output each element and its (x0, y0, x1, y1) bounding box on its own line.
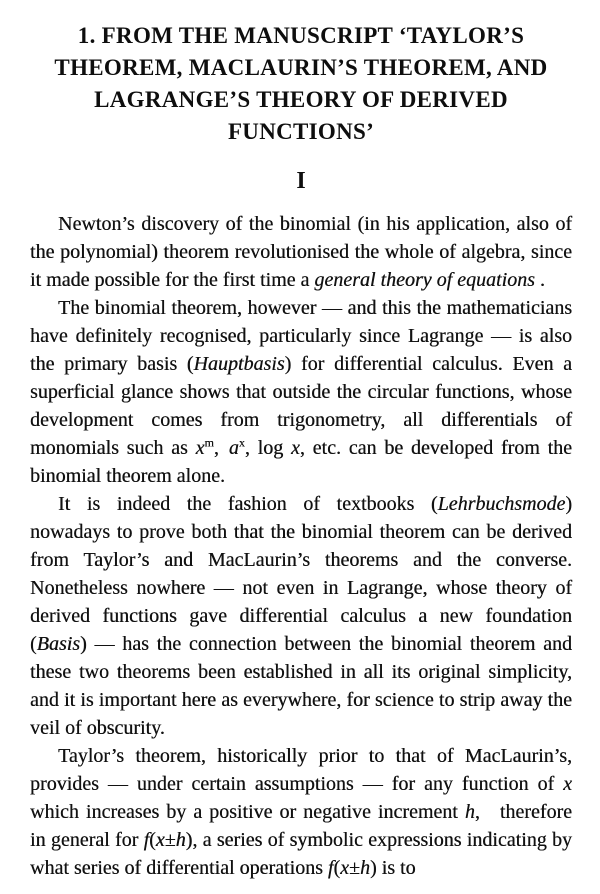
paragraph: The binomial theorem, however — and this the mathematicians have definitely recognised, particularly since Lagrange — is also the primary basis (Hauptbasis) for differential calculus. Even a superficial glance shows that outside the circular functions, whose development comes from trigonometry, all differentials of monomials such as $x^m$, $a^x$, log x, etc. can be developed from the binomial theorem alone. (30, 297, 572, 487)
paragraph: Newton’s discovery of the binomial (in his application, also of the polynomial) theorem revolutionised the whole of algebra, since it made possible for the first time a general theory of equations . (30, 213, 572, 291)
paragraph: It is indeed the fashion of textbooks (Lehrbuchsmode) nowadays to prove both that the binomial theorem can be derived from Taylor’s and MacLaurin’s theorems and the converse. Nonetheless nowhere — not even in Lagrange, whose theory of derived functions gave differential calculus a new foundation (Basis) — has the connection between the binomial theorem and these two theorems been established in all its original simplicity, and it is important here as everywhere, for science to strip away the veil of obscurity. (30, 493, 572, 739)
page-title (30, 20, 572, 148)
title-line: 1. FROM THE MANUSCRIPT ‘TAYLOR’S (77, 23, 525, 48)
section-heading: I (296, 168, 306, 194)
body-text (30, 210, 572, 882)
title-line: THEOREM, MACLAURIN’S THEOREM, AND (54, 55, 548, 80)
title-line: LAGRANGE’S THEORY OF DERIVED (94, 87, 508, 112)
title-line: FUNCTIONS’ (227, 119, 375, 144)
paragraph: Taylor’s theorem, historically prior to that of MacLaurin’s, provides — under certain assumptions — for any function of x which increases by a positive or negative increment h, therefore in general for f(x±h), a series of symbolic expressions indicating by what series of differential operations f(x±h) is to (30, 745, 572, 879)
